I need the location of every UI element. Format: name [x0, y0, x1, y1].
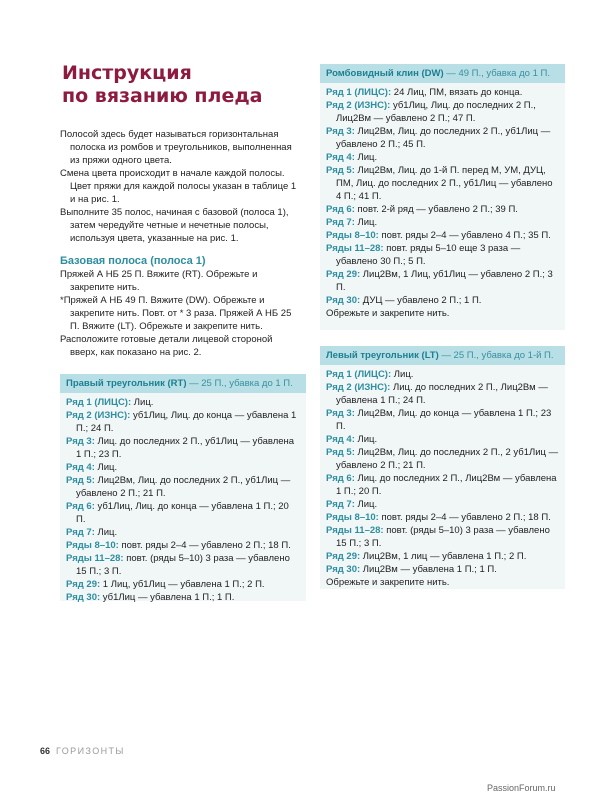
right-triangle-header [60, 374, 306, 393]
instruction-row [326, 268, 559, 294]
page-title [62, 62, 312, 108]
row-label: Ряд 5: [326, 165, 355, 176]
row-text: уб1Лиц — убавлена 1 П.; 1 П. [100, 592, 235, 603]
left-triangle-title: Левый треугольник (LT) [326, 350, 439, 361]
row-label: Ряд 7: [66, 527, 95, 538]
row-label: Ряд 4: [326, 152, 355, 163]
row-text: повт. (ряды 5–10) 3 раза — убавлено 15 П.; 3 П. [336, 525, 550, 549]
row-label: Ряд 1 (ЛИЦС): [326, 87, 392, 98]
row-label: Ряд 6: [326, 473, 355, 484]
row-text: повт. ряды 5–10 еще 3 раза — убавлено 30 П.; 5 П. [336, 243, 521, 267]
row-text: Лиц2Вм, Лиц. до конца — убавлена 1 П.; 23 П. [336, 408, 552, 432]
row-label: Ряд 5: [66, 475, 95, 486]
row-text: повт. ряды 2–4 — убавлено 2 П.; 18 П. [378, 512, 551, 523]
left-triangle-box [320, 346, 565, 589]
row-text: Лиц. [94, 462, 118, 473]
row-text: Лиц. [354, 434, 378, 445]
rhombus-subtitle: — 49 П., убавка до 1 П. [443, 68, 550, 79]
instruction-row [326, 381, 559, 407]
base-section-heading: Базовая полоса (полоса 1) [60, 255, 206, 267]
right-triangle-box [60, 374, 306, 601]
instruction-row [326, 99, 559, 125]
row-label: Ряд 2 (ИЗНС): [326, 100, 391, 111]
base-paragraph: Расположите готовые детали лицевой стороной вверх, как показано на рис. 2. [60, 334, 273, 358]
left-triangle-subtitle: — 25 П., убавка до 1-й П. [438, 350, 554, 361]
row-label: Ряд 3: [326, 408, 355, 419]
row-label: Ряд 30: [66, 592, 101, 603]
right-triangle-rows [60, 393, 306, 608]
instruction-row [66, 539, 300, 552]
row-label: Ряды 11–28: [326, 525, 384, 536]
intro-paragraph: Смена цвета происходит в начале каждой полосы. Цвет пряжи для каждой полосы указан в таблице 1 и на рис. 1. [60, 168, 297, 205]
row-label: Ряд 30: [326, 295, 361, 306]
instruction-row [326, 125, 559, 151]
intro-paragraph: Полосой здесь будет называться горизонтальная полоска из ромбов и треугольников, выполненная из пряжи одного цвета. [60, 129, 292, 166]
instruction-row [326, 511, 559, 524]
row-label: Ряд 3: [66, 436, 95, 447]
row-text: Лиц. до последних 2 П., уб1Лиц — убавлена 1 П.; 23 П. [76, 436, 295, 460]
row-text: Лиц. [354, 152, 378, 163]
instruction-row [66, 409, 300, 435]
row-label: Ряд 29: [326, 269, 361, 280]
instruction-row [66, 435, 300, 461]
intro-paragraph: Выполните 35 полос, начиная с базовой (полоса 1), затем чередуйте четные и нечетные полосы, используя цвета, указанные на рис. 1. [60, 207, 289, 244]
row-text: Лиц2Вм, Лиц. до последних 2 П., уб1Лиц — убавлено 2 П.; 21 П. [76, 475, 291, 499]
row-text: уб1Лиц, Лиц. до конца — убавлена 1 П.; 20 П. [76, 501, 289, 525]
instruction-row [66, 591, 300, 604]
page-title-line-2: по вязанию пледа [62, 85, 263, 107]
instruction-row [326, 229, 559, 242]
instruction-row [326, 407, 559, 433]
base-paragraph: Пряжей А НБ 25 П. Вяжите (RT). Обрежьте и закрепите нить. [60, 269, 258, 293]
instruction-row [326, 446, 559, 472]
page-title-line-1: Инструкция [62, 62, 192, 84]
instruction-row [326, 550, 559, 563]
row-text: 1 Лиц, уб1Лиц — убавлена 1 П.; 2 П. [100, 579, 265, 590]
row-text: уб1Лиц, Лиц. до конца — убавлена 1 П.; 24 П. [76, 410, 297, 434]
rhombus-box [320, 64, 565, 330]
instruction-row [326, 203, 559, 216]
instruction-row [326, 472, 559, 498]
row-label: Ряды 8–10: [326, 230, 379, 241]
row-text: Лиц. до последних 2 П., Лиц2Вм — убавлена 1 П.; 24 П. [336, 382, 548, 406]
row-text: Лиц2Вм — убавлена 1 П.; 1 П. [360, 564, 497, 575]
rhombus-rows [320, 83, 565, 324]
row-text: Лиц. [94, 527, 118, 538]
row-text: уб1Лиц, Лиц. до последних 2 П., Лиц2Вм — убавлено 2 П.; 47 П. [336, 100, 536, 124]
instruction-row [326, 433, 559, 446]
row-label: Ряд 1 (ЛИЦС): [326, 369, 392, 380]
row-label: Ряд 29: [66, 579, 101, 590]
intro-text [60, 128, 300, 245]
instruction-row [326, 216, 559, 229]
row-text: повт. ряды 2–4 — убавлено 4 П.; 35 П. [378, 230, 551, 241]
row-label: Ряд 30: [326, 564, 361, 575]
row-text: Лиц. до последних 2 П., Лиц2Вм — убавлена 1 П.; 20 П. [336, 473, 557, 497]
row-label: Ряды 8–10: [326, 512, 379, 523]
instruction-row [326, 242, 559, 268]
row-text: Лиц2Вм, Лиц. до последних 2 П., уб1Лиц — убавлено 2 П.; 45 П. [336, 126, 551, 150]
row-label: Ряд 29: [326, 551, 361, 562]
instruction-row [66, 474, 300, 500]
row-text: Лиц. [391, 369, 414, 380]
row-text: Лиц2Вм, 1 Лиц, уб1Лиц — убавлено 2 П.; 3 П. [336, 269, 553, 293]
right-triangle-subtitle: — 25 П., убавка до 1 П. [186, 378, 293, 389]
row-text: повт. ряды 2–4 — убавлено 2 П.; 18 П. [118, 540, 291, 551]
row-text: Лиц2Вм, Лиц. до последних 2 П., 2 уб1Лиц — убавлено 2 П.; 21 П. [336, 447, 559, 471]
row-text: Лиц. [354, 499, 378, 510]
instruction-row [66, 500, 300, 526]
left-triangle-header [320, 346, 565, 365]
row-text: Лиц2Вм, 1 лиц — убавлена 1 П.; 2 П. [360, 551, 527, 562]
base-section-text [60, 268, 300, 359]
closing-instruction: Обрежьте и закрепите нить. [326, 577, 450, 588]
page-number: 66 [40, 746, 51, 756]
row-text: Лиц2Вм, Лиц. до 1-й П. перед М, УМ, ДУЦ, ПМ, Лиц. до последних 2 П., уб1Лиц — убавлено 4 П.; 41 П. [336, 165, 553, 202]
instruction-row [66, 578, 300, 591]
closing-instruction: Обрежьте и закрепите нить. [326, 308, 450, 319]
row-label: Ряд 7: [326, 499, 355, 510]
row-label: Ряд 6: [326, 204, 355, 215]
row-label: Ряды 11–28: [326, 243, 384, 254]
row-text: 24 Лиц, ПМ, вязать до конца. [391, 87, 523, 98]
instruction-row [66, 552, 300, 578]
left-triangle-rows [320, 365, 565, 593]
row-text: повт. 2-й ряд — убавлено 2 П.; 39 П. [354, 204, 518, 215]
row-label: Ряд 7: [326, 217, 355, 228]
instruction-row [326, 151, 559, 164]
rhombus-header [320, 64, 565, 83]
base-paragraph: *Пряжей А НБ 49 П. Вяжите (DW). Обрежьте и закрепите нить. Повт. от * 3 раза. Пряжей А НБ 25 П. Вяжите (LT). Обрежьте и закрепите нить. [60, 295, 292, 332]
row-label: Ряд 5: [326, 447, 355, 458]
rhombus-title: Ромбовидный клин (DW) [326, 68, 444, 79]
section-name: ГОРИЗОНТЫ [56, 746, 125, 756]
instruction-row [326, 498, 559, 511]
instruction-row [326, 86, 559, 99]
row-label: Ряд 4: [326, 434, 355, 445]
instruction-row [326, 524, 559, 550]
row-text: ДУЦ — убавлено 2 П.; 1 П. [360, 295, 482, 306]
instruction-row [326, 294, 559, 307]
row-label: Ряд 2 (ИЗНС): [326, 382, 391, 393]
right-triangle-title: Правый треугольник (RT) [66, 378, 187, 389]
watermark: PassionForum.ru [487, 783, 556, 793]
instruction-row [326, 164, 559, 203]
row-label: Ряд 4: [66, 462, 95, 473]
page-footer [40, 746, 125, 756]
row-label: Ряды 8–10: [66, 540, 119, 551]
row-label: Ряд 3: [326, 126, 355, 137]
instruction-row [66, 526, 300, 539]
instruction-row [326, 368, 559, 381]
row-label: Ряд 1 (ЛИЦС): [66, 397, 132, 408]
instruction-row [326, 563, 559, 576]
row-text: повт. (ряды 5–10) 3 раза — убавлено 15 П.; 3 П. [76, 553, 290, 577]
row-label: Ряд 6: [66, 501, 95, 512]
row-label: Ряд 2 (ИЗНС): [66, 410, 131, 421]
row-text: Лиц. [354, 217, 378, 228]
instruction-row [66, 461, 300, 474]
instruction-row [66, 396, 300, 409]
row-text: Лиц. [131, 397, 154, 408]
row-label: Ряды 11–28: [66, 553, 124, 564]
